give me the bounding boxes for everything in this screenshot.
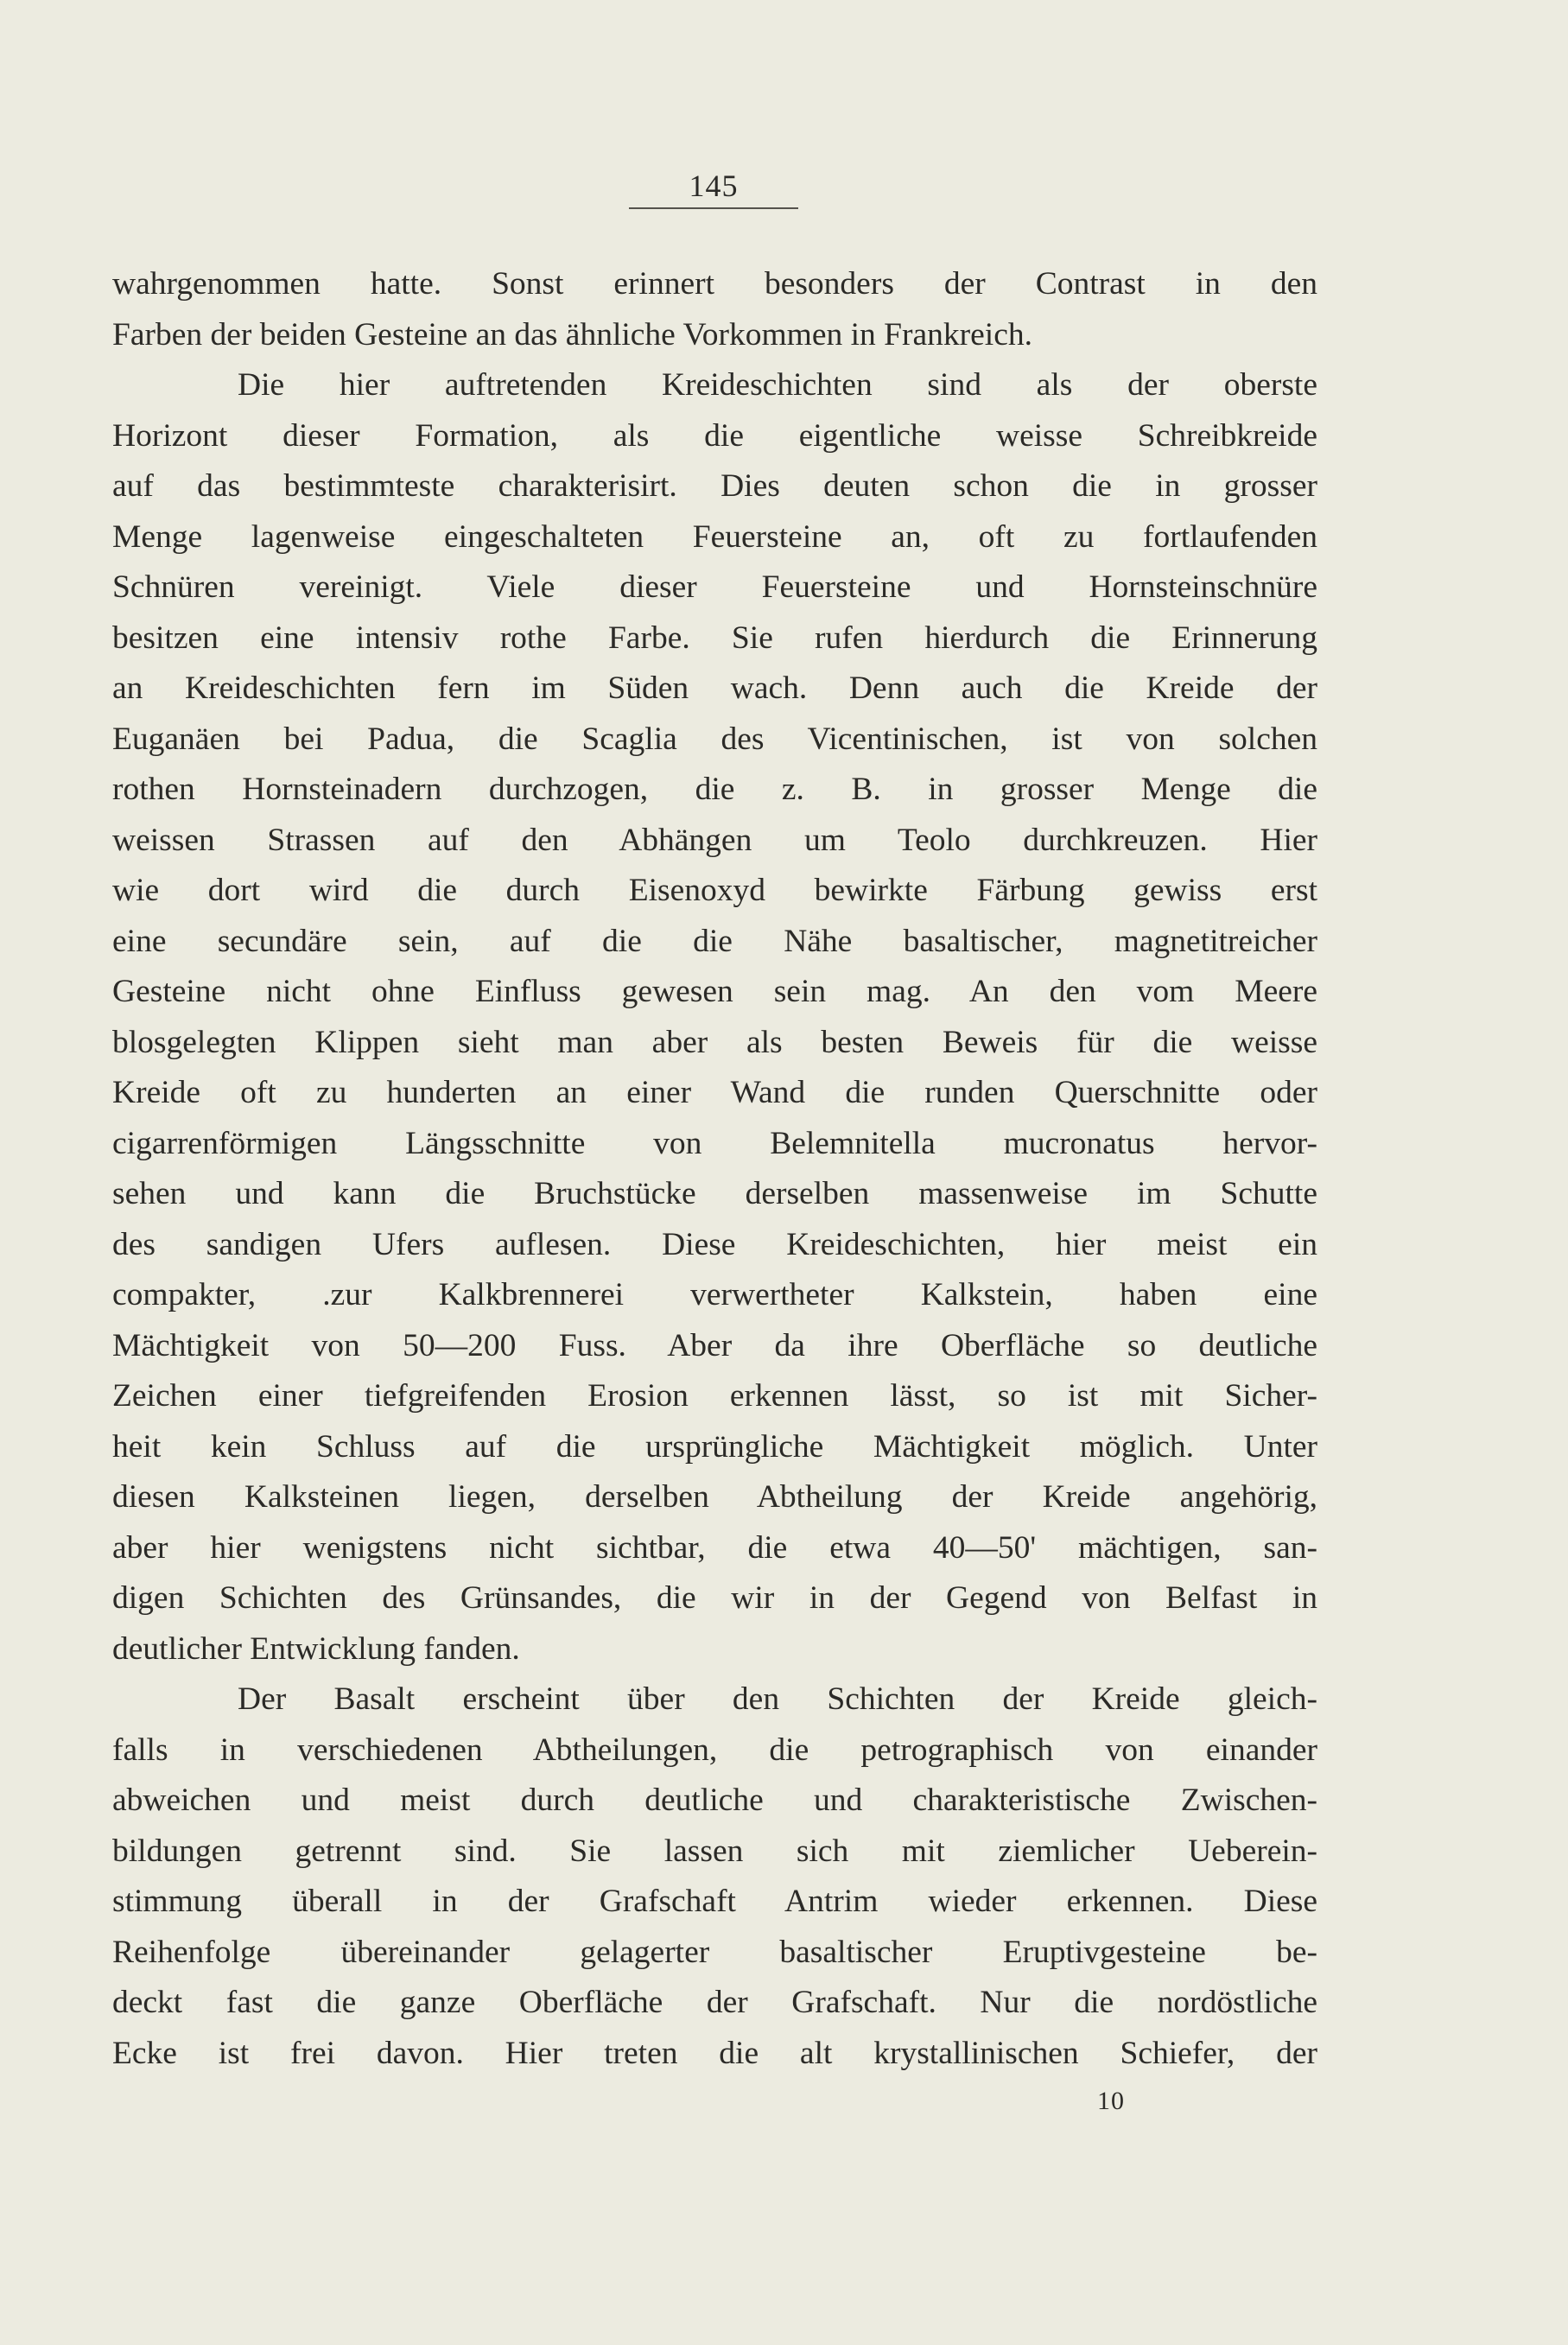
text-line: wahrgenommen hatte. Sonst erinnert besonders der Contrast in den <box>112 266 1317 302</box>
text-line: Die hier auftretenden Kreideschichten sind als der oberste <box>238 367 1317 403</box>
text-line: besitzen eine intensiv rothe Farbe. Sie rufen hierdurch die Erinnerung <box>112 620 1317 656</box>
text-line: compakter, .zur Kalkbrennerei verwertheter Kalkstein, haben eine <box>112 1277 1317 1312</box>
text-line: des sandigen Ufers auflesen. Diese Kreideschichten, hier meist ein <box>112 1226 1317 1262</box>
text-line: Menge lagenweise eingeschalteten Feuersteine an, oft zu fortlaufenden <box>112 518 1317 555</box>
text-line: deckt fast die ganze Oberfläche der Grafschaft. Nur die nordöstliche <box>112 1985 1317 2020</box>
text-line: bildungen getrennt sind. Sie lassen sich mit ziemlicher Ueberein- <box>112 1833 1317 1869</box>
text-line: weissen Strassen auf den Abhängen um Teolo durchkreuzen. Hier <box>112 822 1317 858</box>
text-line: abweichen und meist durch deutliche und charakteristische Zwischen- <box>112 1783 1317 1818</box>
text-line: an Kreideschichten fern im Süden wach. Denn auch die Kreide der <box>112 670 1317 706</box>
header-rule <box>629 207 798 209</box>
text-line: heit kein Schluss auf die ursprüngliche Mächtigkeit möglich. Unter <box>112 1428 1317 1465</box>
text-line: cigarrenförmigen Längsschnitte von Belemnitella mucronatus hervor- <box>112 1125 1317 1161</box>
signature-mark: 10 <box>1097 2087 1125 2115</box>
text-line: auf das bestimmteste charakterisirt. Dies deuten schon die in grosser <box>112 468 1317 504</box>
page-header <box>629 166 798 209</box>
text-line: Horizont dieser Formation, als die eigentliche weisse Schreibkreide <box>112 417 1317 454</box>
text-line: diesen Kalksteinen liegen, derselben Abtheilung der Kreide angehörig, <box>112 1479 1317 1515</box>
text-line: Der Basalt erscheint über den Schichten der Kreide gleich- <box>238 1681 1317 1717</box>
text-line: Reihenfolge übereinander gelagerter basaltischer Eruptivgesteine be- <box>112 1934 1317 1970</box>
text-line: eine secundäre sein, auf die die Nähe basaltischer, magnetitreicher <box>112 923 1317 959</box>
page-number: 145 <box>689 168 739 203</box>
text-line: Euganäen bei Padua, die Scaglia des Vicentinischen, ist von solchen <box>112 721 1317 757</box>
text-line: blosgelegten Klippen sieht man aber als besten Beweis für die weisse <box>112 1024 1317 1060</box>
text-line: deutlicher Entwicklung fanden. <box>112 1630 520 1667</box>
text-line: Ecke ist frei davon. Hier treten die alt krystallinischen Schiefer, der <box>112 2035 1317 2071</box>
text-line: sehen und kann die Bruchstücke derselben massenweise im Schutte <box>112 1176 1317 1211</box>
text-line: stimmung überall in der Grafschaft Antrim wieder erkennen. Diese <box>112 1884 1317 1919</box>
text-line: Kreide oft zu hunderten an einer Wand die runden Querschnitte oder <box>112 1075 1317 1110</box>
text-line: Mächtigkeit von 50—200 Fuss. Aber da ihre Oberfläche so deutliche <box>112 1327 1317 1363</box>
text-line: digen Schichten des Grünsandes, die wir in der Gegend von Belfast in <box>112 1580 1317 1616</box>
text-line: Zeichen einer tiefgreifenden Erosion erkennen lässt, so ist mit Sicher- <box>112 1378 1317 1414</box>
text-line: wie dort wird die durch Eisenoxyd bewirkte Färbung gewiss erst <box>112 873 1317 908</box>
text-line: aber hier wenigstens nicht sichtbar, die etwa 40—50' mächtigen, san- <box>112 1529 1317 1566</box>
text-line: rothen Hornsteinadern durchzogen, die z. B. in grosser Menge die <box>112 772 1317 807</box>
text-line: Farben der beiden Gesteine an das ähnliche Vorkommen in Frankreich. <box>112 316 1032 353</box>
text-line: falls in verschiedenen Abtheilungen, die petrographisch von einander <box>112 1732 1317 1768</box>
body-text <box>112 259 1317 2079</box>
text-line: Gesteine nicht ohne Einfluss gewesen sein mag. An den vom Meere <box>112 974 1317 1009</box>
text-line: Schnüren vereinigt. Viele dieser Feuersteine und Hornsteinschnüre <box>112 569 1317 605</box>
